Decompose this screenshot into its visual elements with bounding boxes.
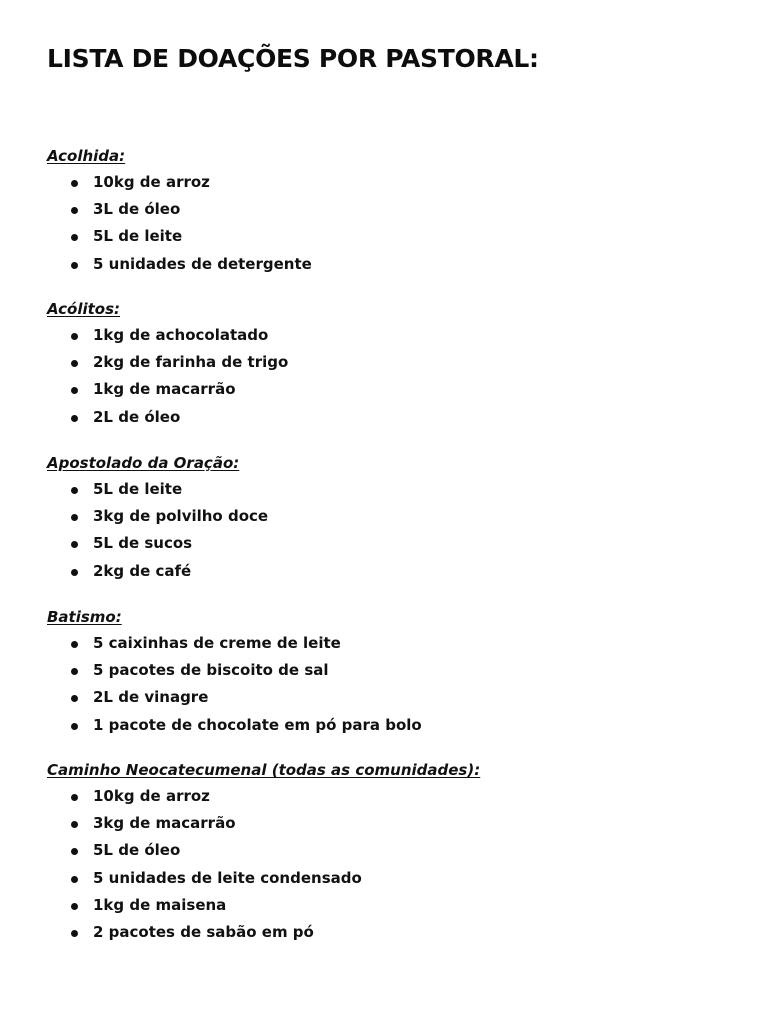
page-title: LISTA DE DOAÇÕES POR PASTORAL: bbox=[47, 44, 539, 73]
item-text: 1kg de maisena bbox=[93, 895, 227, 914]
bullet-icon bbox=[71, 514, 78, 521]
item-text: 5L de óleo bbox=[93, 841, 181, 860]
item-text: 5L de leite bbox=[93, 227, 183, 246]
bullet-icon bbox=[71, 234, 78, 241]
section-heading: Batismo: bbox=[47, 608, 122, 626]
bullet-icon bbox=[71, 821, 78, 828]
bullet-icon bbox=[71, 360, 78, 367]
section-heading: Acólitos: bbox=[47, 300, 121, 318]
item-text: 10kg de arroz bbox=[93, 173, 210, 191]
bullet-icon bbox=[71, 668, 78, 675]
section-heading: Caminho Neocatecumenal (todas as comunidades): bbox=[47, 761, 481, 779]
bullet-icon bbox=[71, 695, 78, 702]
bullet-icon bbox=[71, 794, 78, 801]
item-text: 5L de sucos bbox=[93, 534, 193, 553]
bullet-icon bbox=[71, 487, 78, 494]
bullet-icon bbox=[71, 641, 78, 648]
item-text: 5 caixinhas de creme de leite bbox=[93, 634, 341, 652]
bullet-icon bbox=[71, 262, 78, 269]
item-text: 3L de óleo bbox=[93, 200, 181, 219]
item-text: 1 pacote de chocolate em pó para bolo bbox=[93, 715, 422, 734]
bullet-icon bbox=[71, 903, 78, 910]
bullet-icon bbox=[71, 930, 78, 937]
bullet-icon bbox=[71, 387, 78, 394]
bullet-icon bbox=[71, 723, 78, 730]
bullet-icon bbox=[71, 333, 78, 340]
bullet-icon bbox=[71, 207, 78, 214]
item-text: 5 unidades de leite condensado bbox=[93, 868, 362, 887]
bullet-icon bbox=[71, 415, 78, 422]
bullet-icon bbox=[71, 848, 78, 855]
item-text: 1kg de achocolatado bbox=[93, 326, 269, 344]
item-text: 3kg de polvilho doce bbox=[93, 507, 269, 526]
bullet-icon bbox=[71, 541, 78, 548]
section-heading: Apostolado da Oração: bbox=[47, 454, 240, 472]
bullet-icon bbox=[71, 569, 78, 576]
bullet-icon bbox=[71, 876, 78, 883]
bullet-icon bbox=[71, 180, 78, 187]
section-heading: Acolhida: bbox=[47, 147, 126, 165]
item-text: 10kg de arroz bbox=[93, 787, 210, 805]
item-text: 1kg de macarrão bbox=[93, 380, 236, 399]
item-text: 2L de óleo bbox=[93, 407, 181, 426]
item-text: 3kg de macarrão bbox=[93, 814, 236, 833]
item-text: 2L de vinagre bbox=[93, 688, 209, 707]
item-text: 2kg de farinha de trigo bbox=[93, 353, 289, 372]
item-text: 2kg de café bbox=[93, 561, 192, 580]
item-text: 5 unidades de detergente bbox=[93, 254, 312, 273]
item-text: 5 pacotes de biscoito de sal bbox=[93, 661, 329, 680]
item-text: 5L de leite bbox=[93, 480, 183, 498]
item-text: 2 pacotes de sabão em pó bbox=[93, 922, 314, 941]
